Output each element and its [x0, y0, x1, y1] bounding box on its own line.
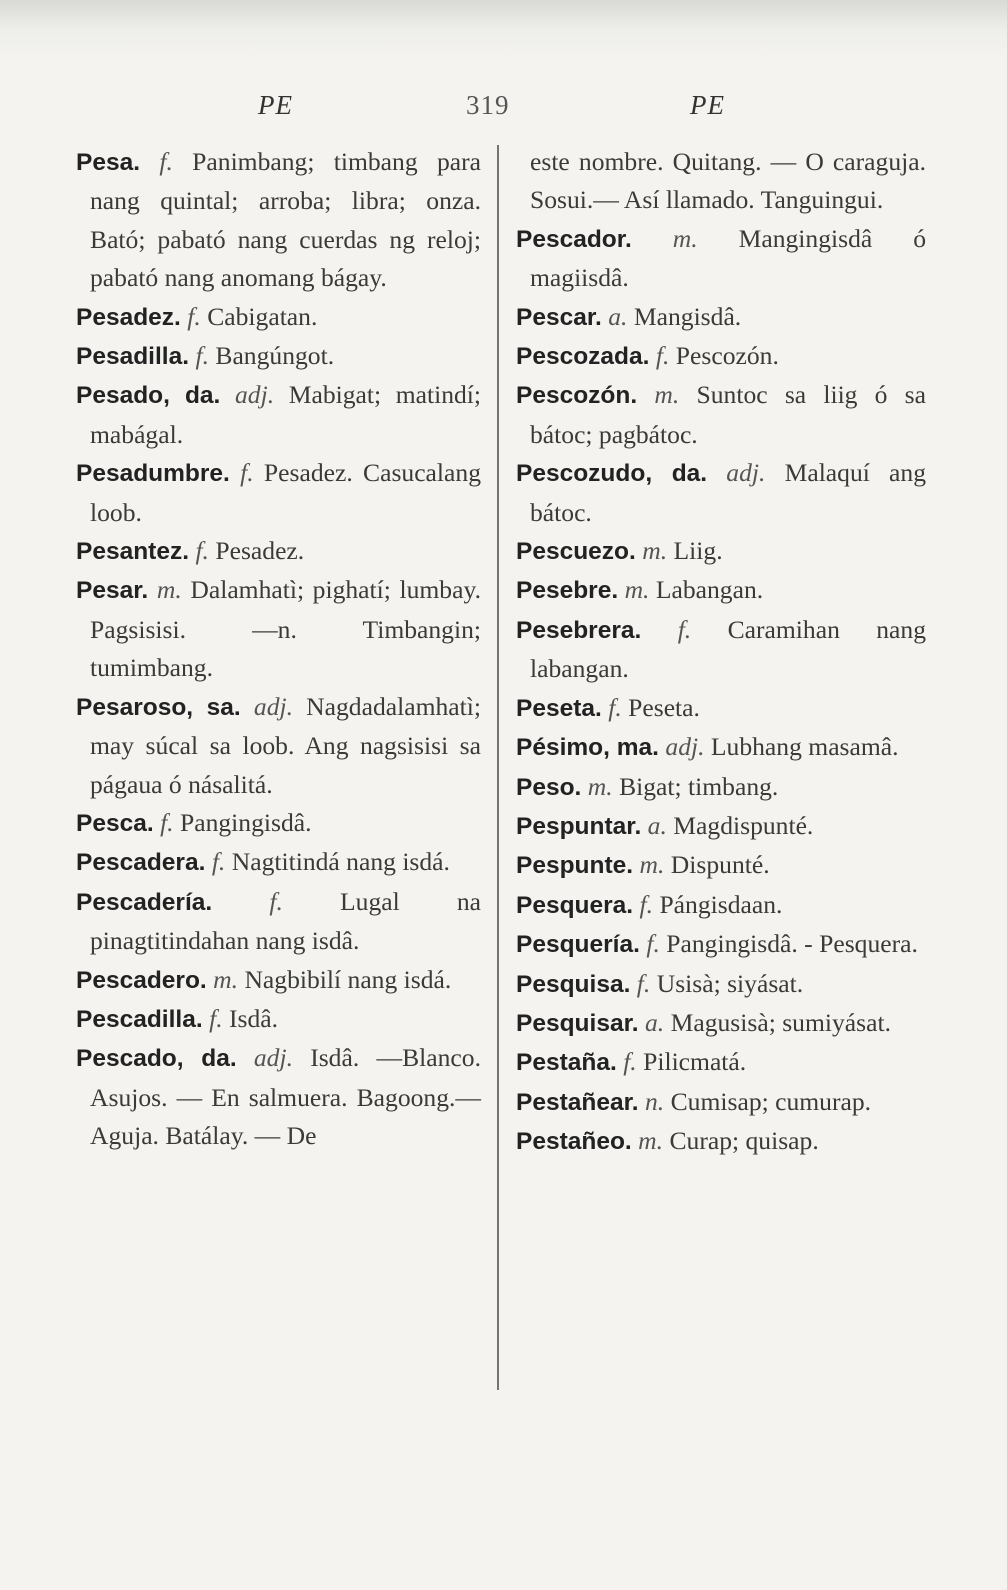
- entry-definition: Caramihan nang labangan.: [530, 614, 926, 684]
- entry-grammar-label: n.: [645, 1086, 665, 1116]
- entry-grammar-label: m.: [639, 850, 665, 880]
- entry-definition: Curap; quisap.: [669, 1126, 819, 1156]
- entry-grammar-label: f.: [195, 341, 209, 371]
- entry-headword: Pesquería.: [516, 931, 640, 959]
- entry-grammar-label: f.: [159, 147, 173, 176]
- entry-definition: Usisà; siyásat.: [656, 968, 804, 998]
- dictionary-entry: [516, 376, 926, 454]
- left-column: [76, 143, 481, 1156]
- entry-grammar-label: f.: [636, 968, 651, 998]
- entry-grammar-label: m.: [654, 380, 680, 410]
- dictionary-entry: [516, 728, 926, 767]
- entry-headword: Pespuntar.: [516, 812, 642, 840]
- entry-headword: Pescador.: [516, 225, 632, 253]
- entry-grammar-label: f.: [623, 1047, 637, 1077]
- entry-definition: Pesadez.: [215, 536, 305, 566]
- entry-definition: Cumisap; cumurap.: [670, 1086, 872, 1116]
- entry-headword: Pesa.: [76, 149, 141, 176]
- dictionary-entry: [516, 220, 926, 298]
- entry-grammar-label: m.: [642, 536, 668, 566]
- dictionary-entry: [516, 611, 926, 689]
- dictionary-entry: [76, 376, 481, 454]
- dictionary-entry: [76, 961, 481, 1000]
- entry-grammar-label: m.: [672, 223, 698, 253]
- entry-grammar-label: m.: [587, 771, 613, 801]
- dictionary-entry: [516, 532, 926, 571]
- entry-grammar-label: a.: [644, 1007, 665, 1037]
- entry-definition: Mabigat; matindí; mabágal.: [90, 380, 482, 449]
- entry-headword: Pescadería.: [76, 888, 213, 916]
- entry-headword: Pésimo, ma.: [516, 734, 659, 762]
- header-right-guideword: PE: [690, 90, 725, 120]
- entry-headword: Pesadez.: [76, 303, 181, 331]
- dictionary-entry: [516, 454, 926, 532]
- entry-grammar-label: f.: [639, 889, 654, 919]
- entry-definition: Pángisdaan.: [659, 889, 783, 919]
- dictionary-entry: [516, 689, 926, 728]
- entry-definition: Pesadez. Casucalang loob.: [90, 458, 481, 527]
- entry-headword: Pesquisar.: [516, 1009, 639, 1037]
- entry-definition: Labangan.: [655, 575, 764, 605]
- dictionary-entry: [76, 843, 481, 882]
- entry-grammar-label: f.: [187, 301, 201, 331]
- entry-definition: Suntoc sa liig ó sa bátoc; pagbátoc.: [530, 380, 926, 449]
- entry-grammar-label: adj.: [726, 458, 766, 488]
- right-column: [516, 143, 926, 1162]
- entry-definition: Pangingisdâ. - Pesquera.: [666, 929, 918, 959]
- entry-headword: Pescadera.: [76, 849, 206, 877]
- entry-headword: Pesado, da.: [76, 382, 221, 410]
- entry-definition: este nombre. Quitang. — O caraguja. Sosui.— Así llamado. Tanguingui.: [530, 147, 926, 215]
- entry-headword: Pesadumbre.: [76, 460, 230, 488]
- dictionary-entry: [76, 571, 481, 687]
- dictionary-entry: [76, 1039, 481, 1155]
- entry-definition: Malaquí ang bátoc.: [530, 458, 926, 527]
- dictionary-entry: [76, 298, 481, 337]
- entry-definition: Dispunté.: [670, 850, 770, 880]
- entry-headword: Pesquisa.: [516, 970, 631, 998]
- dictionary-entry: [516, 925, 926, 964]
- entry-definition: Lugal na pinagtitindahan nang isdâ.: [90, 886, 481, 956]
- entry-headword: Pesar.: [76, 577, 149, 605]
- entry-grammar-label: f.: [646, 929, 660, 959]
- page-header: [0, 90, 1007, 140]
- entry-grammar-label: f.: [160, 807, 174, 837]
- page-number: 319: [466, 90, 510, 120]
- entry-grammar-label: m.: [638, 1126, 664, 1156]
- dictionary-entry: [516, 1004, 926, 1043]
- entry-grammar-label: f.: [608, 692, 622, 722]
- entry-headword: Pesebre.: [516, 577, 619, 605]
- header-left-guideword: PE: [258, 90, 293, 120]
- entry-definition: Pescozón.: [675, 341, 779, 371]
- entry-definition: Mangisdâ.: [633, 301, 742, 331]
- entry-definition: Nagbibilí nang isdá.: [244, 964, 452, 994]
- entry-definition: Bangúngot.: [215, 341, 335, 371]
- dictionary-entry: [516, 1043, 926, 1082]
- entry-grammar-label: f.: [240, 458, 254, 488]
- entry-grammar-label: m.: [213, 964, 239, 994]
- entry-definition: Peseta.: [628, 692, 700, 722]
- entry-headword: Pesca.: [76, 809, 154, 837]
- entry-headword: Pespunte.: [516, 852, 634, 880]
- dictionary-entry: [516, 1122, 926, 1161]
- entry-grammar-label: a.: [647, 810, 667, 840]
- dictionary-entry: [516, 337, 926, 376]
- entry-definition: Cabigatan.: [207, 301, 318, 331]
- entry-headword: Pescozón.: [516, 382, 638, 410]
- entry-definition: Nagdadalamhatì; may súcal sa loob. Ang nagsisisi sa págaua ó násalitá.: [90, 691, 481, 799]
- entry-headword: Peso.: [516, 773, 582, 801]
- entry-headword: Pesaroso, sa.: [76, 693, 241, 721]
- dictionary-entry: [76, 337, 481, 376]
- dictionary-entry: [76, 804, 481, 843]
- dictionary-entry: [516, 846, 926, 885]
- dictionary-entry: [516, 768, 926, 807]
- entry-grammar-label: a.: [608, 301, 628, 331]
- dictionary-entry: [516, 807, 926, 846]
- entry-headword: Pescozudo, da.: [516, 460, 708, 488]
- entry-headword: Peseta.: [516, 694, 602, 722]
- entry-headword: Pescadero.: [76, 966, 207, 994]
- dictionary-entry: [76, 143, 481, 298]
- entry-grammar-label: f.: [195, 536, 209, 566]
- entry-grammar-label: f.: [655, 341, 670, 371]
- entry-headword: Pescozada.: [516, 343, 650, 371]
- entry-headword: Pesadilla.: [76, 343, 190, 371]
- entry-grammar-label: m.: [624, 575, 650, 605]
- entry-headword: Pescado, da.: [76, 1045, 237, 1073]
- entry-grammar-label: f.: [209, 1003, 223, 1033]
- entry-definition: Dalamhatì; pighatí; lumbay. Pagsisisi. —n. Timbangin; tumimbang.: [90, 575, 481, 683]
- entry-grammar-label: adj.: [234, 380, 275, 410]
- dictionary-entry: [76, 883, 481, 961]
- entry-definition: Pangingisdâ.: [179, 807, 312, 837]
- entry-grammar-label: adj.: [665, 732, 705, 762]
- dictionary-entry: [76, 1000, 481, 1039]
- entry-grammar-label: f.: [269, 886, 283, 916]
- entry-grammar-label: adj.: [253, 691, 294, 721]
- entry-headword: Pesquera.: [516, 891, 634, 919]
- dictionary-entry: [516, 143, 926, 220]
- entry-headword: Pesantez.: [76, 538, 190, 566]
- column-divider: [497, 145, 499, 1390]
- entry-definition: Isdâ.: [229, 1003, 279, 1033]
- entry-headword: Pescuezo.: [516, 538, 636, 566]
- entry-grammar-label: adj.: [253, 1043, 293, 1073]
- entry-headword: Pestañear.: [516, 1088, 639, 1116]
- dictionary-entry: [516, 298, 926, 337]
- dictionary-entry: [516, 965, 926, 1004]
- dictionary-entry: [76, 532, 481, 571]
- entry-headword: Pestañeo.: [516, 1128, 632, 1156]
- entry-headword: Pestaña.: [516, 1049, 617, 1077]
- entry-headword: Pescadilla.: [76, 1005, 203, 1033]
- entry-definition: Lubhang masamâ.: [710, 732, 899, 762]
- entry-definition: Liig.: [673, 536, 723, 566]
- entry-definition: Magdispunté.: [673, 810, 814, 840]
- entry-grammar-label: m.: [156, 575, 182, 605]
- entry-grammar-label: f.: [677, 614, 692, 644]
- entry-headword: Pescar.: [516, 303, 602, 331]
- entry-definition: Magusisà; sumiyásat.: [670, 1007, 891, 1037]
- dictionary-entry: [516, 1083, 926, 1122]
- entry-definition: Mangingisdâ ó magiisdâ.: [530, 223, 926, 293]
- dictionary-entry: [516, 571, 926, 610]
- entry-definition: Bigat; timbang.: [619, 771, 779, 801]
- entry-definition: Isdâ. —Blanco. Asujos. — En salmuera. Bagoong.— Aguja. Batálay. — De: [90, 1043, 481, 1151]
- dictionary-entry: [76, 454, 481, 532]
- dictionary-entry: [76, 688, 481, 804]
- entry-headword: Pesebrera.: [516, 616, 642, 644]
- entry-definition: Pilicmatá.: [643, 1047, 747, 1077]
- dictionary-entry: [516, 886, 926, 925]
- entry-definition: Panimbang; timbang para nang quintal; arroba; libra; onza. Bató; pabató nang cuerdas ng reloj; pabató nang anomang bágay.: [90, 147, 481, 293]
- entry-definition: Nagtitindá nang isdá.: [231, 847, 450, 877]
- entry-grammar-label: f.: [211, 847, 226, 877]
